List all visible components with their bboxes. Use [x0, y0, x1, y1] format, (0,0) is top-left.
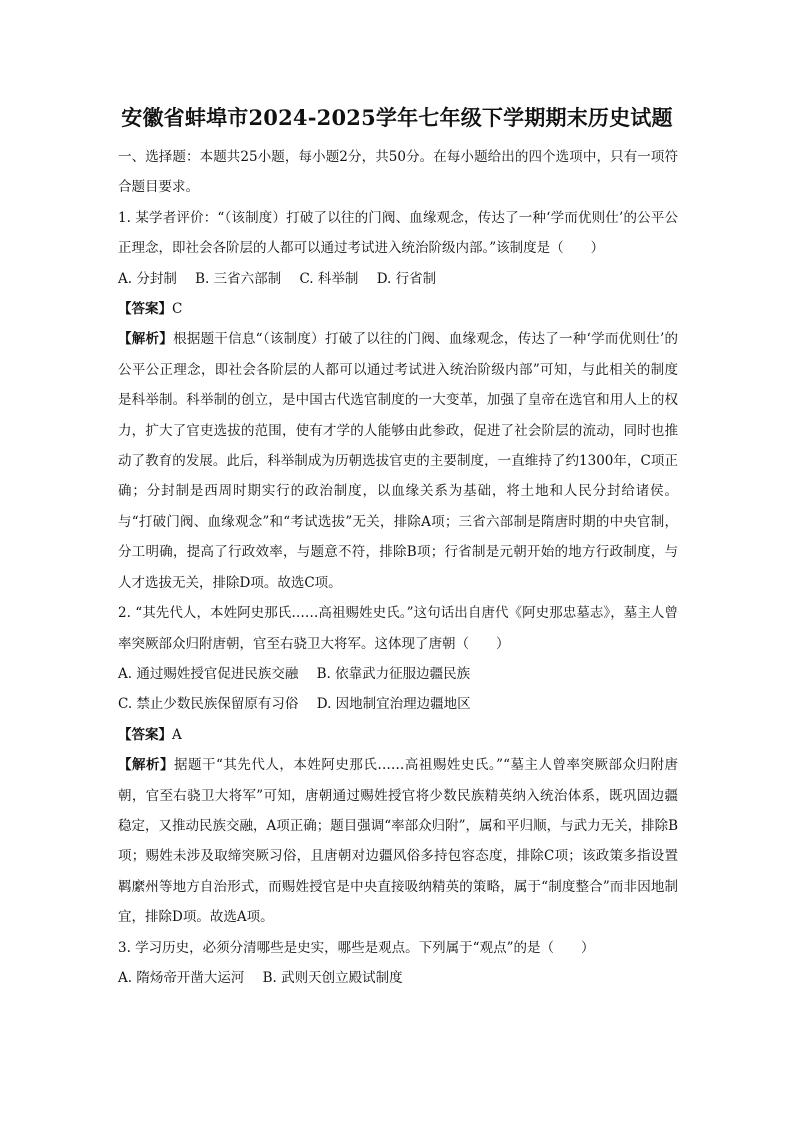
question-2-options-line-1	[118, 659, 678, 689]
option-c: C. 科举制	[299, 270, 359, 287]
question-2-options-line-2	[118, 689, 678, 719]
option-d: D. 因地制宜治理边疆地区	[316, 696, 471, 713]
analysis-label: 【解析】	[118, 757, 175, 774]
analysis-label: 【解析】	[118, 331, 174, 348]
document-title: 安徽省蚌埠市2024-2025学年七年级下学期期末历史试题	[121, 105, 673, 130]
question-2-answer	[118, 720, 678, 750]
option-a: A. 隋炀帝开凿大运河	[118, 969, 245, 986]
answer-label: 【答案】	[118, 301, 172, 318]
option-a: A. 分封制	[118, 270, 177, 287]
option-a: A. 通过赐姓授官促进民族交融	[118, 665, 299, 682]
question-1-options	[118, 264, 678, 294]
option-b: B. 武则天创立殿试制度	[262, 969, 403, 986]
answer-value: C	[172, 301, 183, 318]
analysis-text: 据题干“其先代人，本姓阿史那氏……高祖赐姓史氏。”“墓主人曾率突厥部众归附唐朝，官至右骁卫大将军”可知，唐朝通过赐姓授官将少数民族精英纳入统治体系，既巩固边疆稳定，又推动民族交融，A项正确；题目强调“率部众归附”，属和平归顺，与武力无关，排除B项；赐姓未涉及取缔突厥习俗，且唐朝对边疆风俗多持包容态度，排除C项；该政策多指设置羁縻州等地方自治形式，而赐姓授官是中央直接吸纳精英的策略，属于“制度整合”而非因地制宜，排除D项。故选A项。	[118, 757, 678, 926]
option-c: C. 禁止少数民族保留原有习俗	[118, 696, 299, 713]
question-1-analysis	[118, 324, 678, 598]
option-b: B. 依靠武力征服边疆民族	[316, 665, 471, 682]
question-1-stem: 1. 某学者评价：“（该制度）打破了以往的门阀、血缘观念，传达了一种‘学而优则仕’的公平公正理念，即社会各阶层的人都可以通过考试进入统治阶级内部。”该制度是（ ）	[118, 209, 678, 257]
document-body	[118, 142, 678, 993]
answer-label: 【答案】	[118, 726, 172, 743]
option-d: D. 行省制	[376, 270, 437, 287]
analysis-text: 根据题干信息“（该制度）打破了以往的门阀、血缘观念，传达了一种‘学而优则仕’的公平公正理念，即社会各阶层的人都可以通过考试进入统治阶级内部”可知，与此相关的制度是科举制。科举制的创立，是中国古代选官制度的一大变革，加强了皇帝在选官和用人上的权力，扩大了官吏选拔的范围，使有才学的人能够由此参政，促进了社会阶层的流动，同时也推动了教育的发展。此后，科举制成为历朝选拔官吏的主要制度，一直维持了约1300年，C项正确；分封制是西周时期实行的政治制度，以血缘关系为基础，将土地和人民分封给诸侯。与“打破门阀、血缘观念”和“考试选拔”无关，排除A项；三省六部制是隋唐时期的中央官制，分工明确，提高了行政效率，与题意不符，排除B项；行省制是元朝开始的地方行政制度，与人才选拔无关，排除D项。故选C项。	[118, 331, 679, 591]
question-2-analysis	[118, 750, 678, 932]
section-intro: 一、选择题：本题共25小题，每小题2分，共50分。在每小题给出的四个选项中，只有一项符合题目要求。	[118, 149, 678, 196]
answer-value: A	[172, 726, 182, 743]
option-b: B. 三省六部制	[195, 270, 282, 287]
question-3-options-line-1	[118, 963, 678, 993]
question-2-stem: 2. “其先代人，本姓阿史那氏……高祖赐姓史氏。”这句话出自唐代《阿史那忠墓志》，墓主人曾率突厥部众归附唐朝，官至右骁卫大将军。这体现了唐朝（ ）	[118, 605, 678, 652]
question-3-stem: 3. 学习历史，必须分清哪些是史实，哪些是观点。下列属于“观点”的是（ ）	[118, 939, 595, 956]
question-1-answer	[118, 294, 678, 324]
